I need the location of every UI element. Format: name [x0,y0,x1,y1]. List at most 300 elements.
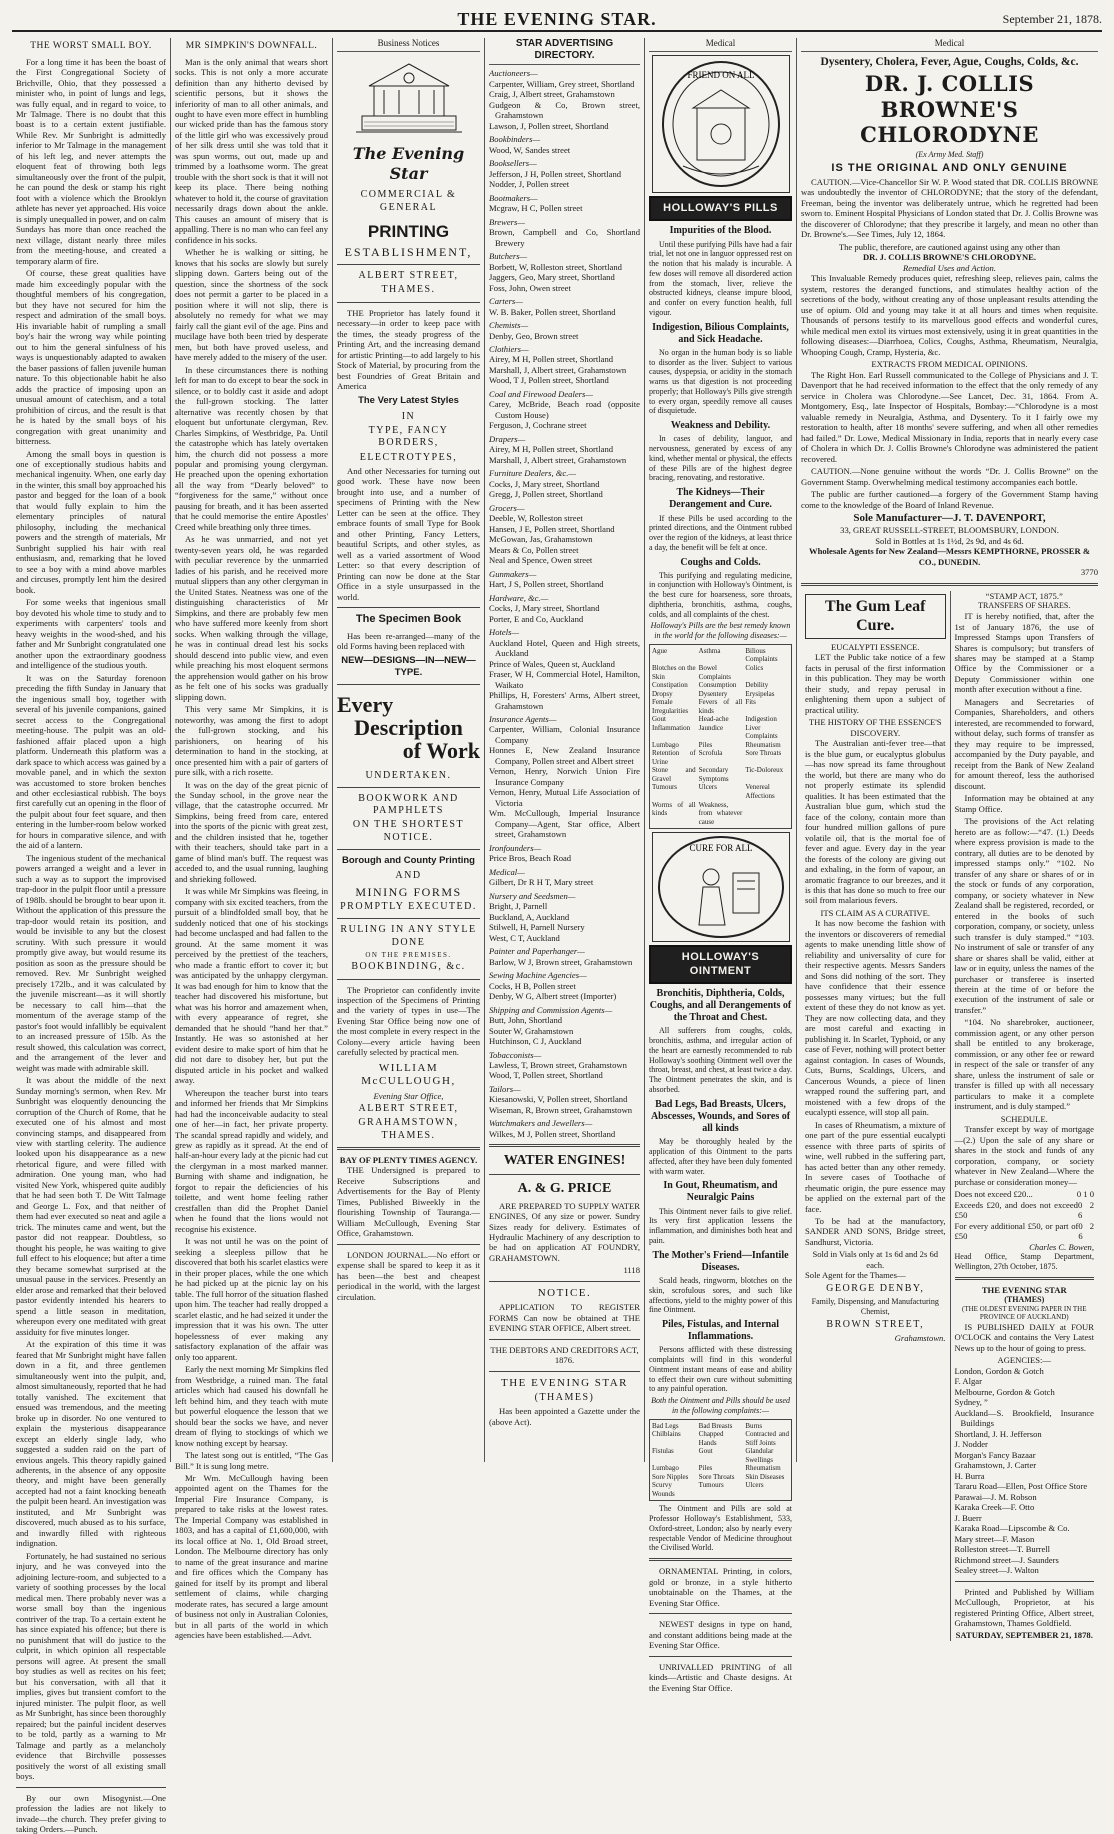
table-cell: Blotches on the Skin [652,664,696,681]
table-cell: Consumption [698,681,737,690]
agency-entry: H. Burra [954,1470,985,1481]
disease-table [649,644,792,829]
med-body: In cases of debility, languor, and nervousness, generated by excess of any kind, whether mental or physical, the effects of these Pills are of the highest degree bracing, renovating, and restorative. [649,434,792,483]
table-cell: Tic-Doloreux [745,766,784,775]
column-medical-holloway [644,38,796,1693]
table-cell: Worms of all kinds [652,800,696,818]
agency-entry: Sealey street—J. Walton [954,1565,1039,1576]
table-cell: Gout [698,1447,713,1456]
paragraph: It was not until he was on the point of seeking a sleepless pillow that he discovered that both his scarlet elastics were in their proper places, while the one which he had picked up at the picnic lay on his table. The full horror of the situation flashed upon him. The teacher had really dropped a scarlet elastic, and he had seized it under the impression that it was his own. The utter hopelessness of ever making any satisfactory explanation of the affair was only too apparent. [175,1236,328,1362]
seal-text: FRIEND ON ALL [687,69,754,80]
column-heading: Medical [801,38,1098,52]
directory-entry: Nodder, J, Pollen street [489,179,570,190]
ad-body: APPLICATION TO REGISTER FORMS Can now be obtained at THE EVENING STAR OFFICE, Albert street. [489,1302,640,1334]
directory-entry: Butt, John, Shortland [489,1015,563,1026]
agency-list [955,1366,1095,1576]
paragraph: Fortunately, he had sustained no serious injury, and he was conveyed into the adjoining lecture-room, and subjected to a variety of soothing processes by the local medical men. There probably never was a worse small boy than the ingenious contriver of the trap. To a certain extent he has since expiated his offence; but there is no punishment that will do justice to the culprit, in which opinion all respectable persons will agree. At present the small boy studies as well as recites on his feet; but his conversation, with all that it implies, gives but transient comfort to the injured minister. The pulpit floor, as well as Mr Sunbright, has since been thoroughly repaired; but the painful incident deserves to be told, partly as a warning to Mr Talmage and partly as a melancholy evidence that Birchville possesses positively the worst of all existing small boys. [16,1550,166,1782]
med-heading: Indigestion, Bilious Complaints, and Sick Headache. [652,321,789,345]
agency-entry: Parawai—J. M. Robson [954,1491,1037,1502]
directory-entry: Price Bros, Beach Road [489,853,572,864]
directory-entry: Marshall, J, Albert street, Grahamstown [489,364,627,375]
directory-category: Chemists— [489,320,529,331]
directory-category: Brewers— [489,216,525,227]
directory-entry: Denby, W G, Albert street (Importer) [489,991,617,1002]
directory-category: Shipping and Commission Agents— [489,1004,613,1015]
schedule-value: 0 1 0 [1076,1189,1094,1200]
directory-category: Gunmakers— [489,568,537,579]
directory-category: Bookbinders— [489,134,541,145]
directory-entry: McGowan, Jas, Grahamstown [489,534,593,545]
directory-entry: Wood, T, Pollen street, Shortland [489,1070,603,1081]
table-cell: Ulcers [745,1481,764,1490]
directory-category: Coal and Firewood Dealers— [489,388,593,399]
table-cell: Rheumatism [745,1464,781,1473]
med-heading: Piles, Fistulas, and Internal Inflammations. [662,1319,779,1343]
ad-body: And other Necessaries for turning out good work. These have now been brought into use, and a number of specimens of Printing with the New Letter can be seen at the office. They embrace founts of small Type for Book and other Printing, Fancy Letters, beautiful Scripts, and other styles, as well as a varied assortment of Wood Letter: so that every description of Printing can now be done at the Star Office in a style unsurpassed in the world. [337,465,480,602]
directory-entry: Borbett, W, Rolleston street, Shortland [489,261,622,272]
masthead-date: September 21, 1878. [1002,11,1102,26]
schedule-label: Does not exceed £20... [954,1189,1033,1200]
directory-entry: Gregg, J, Pollen street, Shortland [489,489,603,500]
column-advertising-directory [484,38,644,1462]
ad-body: It has now become the fashion with the inventors or discoverers of remedial agents to make unending little show of reliability and universality of cure for their respective agents. Messrs Sanders and Sons did nothing of the sort. They have confidence that their essence possesses many virtues; but the full extent of these they do not know as yet. They are now collecting data, and they are most careful and exacting in publishing it. In Scarlet, Typhoid, or any case of Fever, nothing will protect better against contagion. In cases of Wounds, Cuts, Burns, Scaldings, Ulcers, and Cancerous Wounds, a piece of linen wrapped round the suffering part, and moistened with a few drops of the eucalypti essence, will stop all pain. [805,918,946,1118]
ad-subhead: The Specimen Book [355,613,462,626]
table-cell: Erysipelas [745,689,775,698]
directory-entry: Cocks, H B, Pollen street [489,980,576,991]
table-cell: Ulcers [698,783,717,792]
ad-line: MINING FORMS [355,884,462,899]
ad-body: “104. No sharebroker, auctioneer, commission agent, or any other person shall be entitled to any brokerage, commission, or any other fee or reward in respect of the sale or transfer of any share, unless the instrument of sale or transfer is filled up with all necessary particulars to make it a complete instrument, and is duly stamped.” [954,1017,1094,1112]
directory-category: Grocers— [489,502,525,513]
story-body [175,57,328,1641]
agency-entry: Auckland—S. Brookfield, Insurance Buildings [954,1407,1094,1429]
agency-entry: Tararu Road—Ellen, Post Office Store [954,1481,1088,1492]
ad-subhead: Borough and County Printing [342,854,475,866]
med-body: This purifying and regulating medicine, in conjunction with Holloway's Ointment, is the best cure for hoarseness, sore throats, diphtheria, bronchitis, asthma, coughs, colds, and all complaints of the chest. [649,570,792,619]
column-heading: Business Notices [337,38,480,52]
directory-entry: Barlow, W J, Brown street, Grahamstown [489,956,633,967]
ad-line: BOOKWORK AND PAMPHLETS [358,793,459,817]
ad-line: AND [395,870,422,882]
table-cell: Scurvy [652,1481,672,1490]
schedule-row [955,1200,1095,1221]
ad-line: (THAMES) [1004,1295,1045,1305]
ad-line: TYPE, FANCY BORDERS, [368,425,449,449]
ad-body: The public are further cautioned—a forgery of the Government Stamp having come to the knowledge of the Board of Inland Revenue. [801,489,1098,510]
table-cell: Retention of Urine [652,749,696,766]
med-body: Until these purifying Pills have had a fair trial, let not one in languor oppressed rest on the notion that his malady is incurable. A few doses will remove all disordered action from the stomach, liver, relieve the obstructed kidneys, cleanse impure blood, and confer on every function health, full vigour. [649,239,792,317]
ad-body: ARE PREPARED TO SUPPLY WATER ENGINES, Of any size or power. Sundry Sizes ready for delivery. Estimates of Hydraulic Machinery of any description to be had on application AT FOUNDRY, GRAHAMSTOWN. [489,1200,640,1263]
directory-entry: Prince of Wales, Queen st, Auckland [489,658,615,669]
directory-category: Carters— [489,296,523,307]
paragraph: Man is the only animal that wears short socks. This is not only a more accurate definition than any hitherto devised by scientific persons, but it shows the inferiority of man to all other animals, and ought to have even more effect in humbling our wicked pride than has the famous story of the little girl who was excessively proud of her silk dress until she was told that it was spun worms, out out, made up and trimmed by a loathsome worm. The great trouble with the short sock is that it will not keep its place. There being nothing whatever to hold it, the course of gravitation necessarily drags down about the ankle. This causes an amount of misery that is appalling. There is no man who can feel any confidence in his socks. [175,56,328,245]
ad-subhead: EXTRACTS FROM MEDICAL OPINIONS. [871,359,1028,370]
ad-line: DR. J. COLLIS BROWNE'S CHLORODYNE. [862,252,1037,263]
ad-number: 3770 [1080,567,1098,578]
directory-entry: Mears & Co, Pollen street [489,544,579,555]
directory-entry: Stilwell, H, Parnell Nursery [489,922,585,933]
table-cell: Glandular Swellings [745,1447,774,1464]
ad-line: Sold in Bottles at 1s 1½d, 2s 9d, and 4s 6d. [875,535,1024,546]
table-cell: Head-ache [698,715,729,724]
table-cell: Inflammation [652,723,691,732]
directory-category: Nursery and Seedsmen— [489,890,576,901]
directory-entry: Denby, Geo, Brown street [489,330,579,341]
schedule-table [955,1189,1095,1241]
schedule-value: 0 2 6 [1077,1199,1094,1221]
directory-entry: Hansen, J E, Pollen street, Shortland [489,523,615,534]
ad-subhead: NEW—DESIGNS—IN—NEW—TYPE. [341,655,476,679]
directory-category: Insurance Agents— [489,713,557,724]
directory-category: Hardware, &c.— [489,592,549,603]
med-body: Persons afflicted with these distressing complaints will find in this wonderful Ointment instant means of ease and ability to effect their own cure without submitting to any painful operation. [649,1345,792,1394]
schedule-row [955,1189,1095,1199]
table-cell: Indigestion [745,715,777,724]
table-cell: Debility [745,681,769,690]
directory-entry: Wood, W, Sandes street [489,144,571,155]
ad-heading: NOTICE. [537,1286,592,1299]
agency-entry: J. Buerr [954,1512,982,1523]
med-body: Scald heads, ringworm, blotches on the skin, scrofulous sores, and such like affections, yield to the mighty power of this fine Ointment. [649,1276,792,1315]
ad-line: ELECTROTYPES, [359,451,458,463]
ad-line: IN [401,411,416,423]
directory-entry: Cocks, J, Mary street, Shortland [489,478,600,489]
directory-entry: Carpenter, William, Grey street, Shortland [489,78,635,89]
agency-entry: Karaka Creek—F. Otto [954,1502,1035,1513]
schedule-row [955,1221,1095,1242]
ad-body: CAUTION.—Vice-Chancellor Sir W. P. Wood stated that DR. COLLIS BROWNE was undoubtedly the inventor of CHLORODYNE; that the story of the defendant, Freeman, being the inventor was deliberately untrue, which he regretted had been sworn to. Eminent Hospital Physicians of London stated that Dr. J. Collis Browne was the discoverer of Chlorodyne; that they prescribe it largely, and mean no other than Dr. Browne's.—See Times, July 12, 1864. [801,176,1098,240]
directory-category: Clothiers— [489,344,529,354]
paragraph: At the expiration of this time it was feared that Mr Sunbright might have fallen down in a fit, and three gentlemen simultaneously went into the pulpit, and, almost simultaneously, reported that he had totally vanished. The excitement that ensued was tremendous, and the meeting broke up in disorder. No one ventured to explain the mysterious disappearance except an elderly single lady, who suggested a sudden raid on the part of envious angels. This theory rapidly gained adherents, in the absence of any opposite theory, and might have been generally accepted had not a faint knocking beneath the pulpit been heard. An investigation was instituted, and Mr Sunbright was discovered, much abused as to his surface, and inwardly filled with righteous indignation. [16,1339,166,1549]
ad-signature-line: GRAHAMSTOWN, THAMES. [358,1117,459,1141]
ad-body: LET the Public take notice of a few facts in perusal of the first information in this publication. They may be worth their study, and repay perusal in enlightening them upon a subject of practical utility. [805,652,946,715]
ad-line: Head Office, Stamp Department, Wellington, 27th October, 1875. [954,1252,1094,1271]
table-cell: Stone and Gravel [652,766,696,783]
table-cell: Scrofula [698,749,723,758]
paragraph: Whereupon the teacher burst into tears and informed her friends that Mr Simpkins had had the inconceivable audacity to steal one of her—in fact, her private property. The scandal spread rapidly and widely, and grew as rapidly as it spread. At the end of half-an-hour every lady at the picnic had cut the clergyman in a most marked manner. Burning with shame and indignation, he forgot to repair the deficiencies of his toilette, and went home feeling rather crestfallen than did the Prophet Daniel when he found that the lions would not recognise his existence. [175,1087,328,1234]
columns [12,38,1102,1834]
column-worst-small-boy [12,38,170,1834]
table-cell: Dropsy [652,689,673,698]
med-body: No organ in the human body is so liable to disorder as the liver. Subject to various causes, dyspepsia, or acidity in the stomach warns us that digestion is not proceeding properly; that Holloway's Pills give strength to every organ, speedily remove all causes of disquietude. [649,347,792,416]
ad-subhead: EUCALYPTI ESSENCE. [831,641,920,652]
ad-line: ON THE PREMISES. [365,950,452,959]
ad-body: Transfer except by way of mortgage—(2.) Upon the sale of any share or shares in the stock and funds of any corporation, company, or society whatever in New Zealand—Where the purchase or consideration money— [954,1124,1094,1187]
directory-entry: Porter, E and Co, Auckland [489,613,584,624]
ad-heading: WATER ENGINES! [503,1153,626,1169]
table-cell: Female Irregularities [652,698,689,715]
agency-entry: Sydney, ” [954,1397,988,1408]
directory-entry: Wm. McCullough, Imperial Insurance Company—Agent, Star office, Albert street, Grahamstown [489,808,640,840]
directory-entry: Lawson, J, Pollen street, Shortland [489,120,609,131]
directory-entry: Buckland, A, Auckland [489,911,570,922]
agency-entry: Melbourne, Gordon & Gotch [954,1386,1055,1397]
ad-subhead: ITS CLAIM AS A CURATIVE. [820,907,931,918]
table-cell: Fits [745,698,756,707]
ad-body: The Proprietor can confidently invite inspection of the Specimens of Printing and the variety of types in use—The Evening Star Office being now one of the most complete in every respect in the Colony—every article having been carefully selected by practical men. [337,984,480,1058]
holloway-seal-icon [652,55,790,193]
ad-body: UNRIVALLED PRINTING of all kinds—Artistic and Chaste designs. At the Evening Star Office. [649,1661,792,1693]
directory-category: Drapers— [489,433,526,444]
ad-line: Sold in Vials only at 1s 6d and 2s 6d each. [812,1249,939,1270]
ad-heading: IS THE ORIGINAL AND ONLY GENUINE [831,161,1068,174]
table-cell: Bad Legs [652,1421,679,1430]
table-cell: Bad Breasts [698,1421,733,1430]
directory-category: Tobacconists— [489,1049,542,1060]
directory-entry: Honnes E, New Zealand Insurance Company, Pollen street and Albert street [489,745,640,766]
story-heading: THE WORST SMALL BOY. [30,41,152,51]
med-heading: Weakness and Debility. [670,420,771,432]
ad-subhead: The Very Latest Styles [358,395,459,407]
directory-entry: Lawless, T, Brown street, Grahamstown [489,1060,627,1070]
ad-signature: Charles C. Bowen, [1029,1241,1094,1252]
directory-entry: Wiseman, R, Brown street, Grahamstown [489,1104,633,1115]
directory-category: Tailors— [489,1083,521,1094]
ad-subhead: AGENCIES:— [997,1355,1051,1366]
med-heading: In Gout, Rheumatism, and Neuralgic Pains [663,1180,778,1204]
table-cell: Skin Diseases [745,1472,785,1481]
directory-category: Bootmakers— [489,192,538,203]
table-cell: Jaundice [698,723,724,732]
paragraph: In these circumstances there is nothing left for man to do except to bear the sock in silence, or to boldly cast it aside and adopt the full-grown stocking. The latter alternative was recently chosen by that eloquent but unfortunate clergyman, Rev. Charles Simpkins, of Westbridge, Pa. Until the catastrophe which has lately overtaken him, the church did not possess a more popular and promising young clergyman. He preached upon the opening exhortation all the way from “Dearly beloved” to “forgiveness for the same,” without once pausing for breath, and it has been asserted that he could memorise the entire Apostles' Creed while breathing only three times. [175,364,328,532]
ad-line: ESTABLISHMENT, [344,244,473,259]
ad-body: LONDON JOURNAL.—No effort or expense shall be spared to keep it as it has been—the best and cheapest periodical in the world, with the largest circulation. [337,1249,480,1302]
directory-entry: Wilkes, M J, Pollen street, Shortland [489,1128,616,1139]
ad-body: The provisions of the Act relating hereto are as follow:—“47. (1.) Deeds where express provision is made to the contrary, all duties are to be denoted by impressed stamps only.” “102. No transfer of any share or shares of or in the stock or funds of any corporation, company, or society whatever in New Zealand shall be registered, recorded, or entered in the books of such corporation, company, or society, unless such transfer is duly stamped.” “103. No instrument of sale or transfer of any share or shares shall be valid, either at law or in equity, unless the names of the purchaser or transferee is inserted therein at the time of or before the execution of the instrument of sale or transfer.” [954,816,1094,1015]
imprint-date: SATURDAY, SEPTEMBER 21, 1878. [955,1630,1093,1641]
paragraph: Early the next morning Mr Simpkins fled from Westbridge, a ruined man. The fatal articles which had caused his downfall he left behind him, and they teach with mute but powerful eloquence the lesson that we should bear the socks we have, and never dream of flying to stockings of which we know nothing except by hearsay. [175,1364,328,1448]
both-table-caption: Both the Ointment and Pills should be used in the following complaints:— [651,1396,790,1415]
ad-line: UNDERTAKEN. [365,769,452,781]
every-line: Description [354,714,463,740]
directory-entry: Neal and Spence, Owen street [489,555,593,566]
table-cell: Secondary Symptoms [698,766,729,783]
agency-entry: Shortland, J. H. Jefferson [954,1428,1042,1439]
chlorodyne-title: DR. J. COLLIS BROWNE'S CHLORODYNE [860,70,1039,148]
directory-entry: Jaggers, Geo, Mary street, Shortland [489,272,615,283]
agency-entry: Mary street—F. Mason [954,1533,1035,1544]
table-cell: Sore Nipples [652,1472,689,1481]
table-cell: Colics [745,664,764,672]
ad-heading: THE EVENING STAR [501,1376,628,1389]
table-cell: Gout [652,715,666,724]
ad-signature: WILLIAM McCULLOUGH, [361,1061,456,1088]
ad-body: The Right Hon. Earl Russell communicated to the College of Physicians and J. T. Davenport that he had received information to the effect that the only remedy of any service in Cholera was Chlorodyne.—See Lancet, Dec. 31, 1864. From A. Montgomery, Esq., late Inspector of Hospitals, Bombay:—“Chlorodyne is a most valuable remedy in Neuralgia, Asthma, and Dysentery. To it I fairly owe my restoration to health, after 18 months' severe suffering, and when all other remedies had failed.” Dr. Lowe, Medical Missionary in India, reports that in nearly every case of Cholera in which Dr. J. Collis Browne's Chlorodyne was administered the patient recovered. [801,369,1098,464]
ad-line: 33, GREAT RUSSELL-STREET, BLOOMSBURY, LONDON. [840,525,1059,536]
table-cell: Constipation [652,681,688,690]
ad-body: Has been appointed a Gazette under the (above Act). [489,1406,640,1427]
ad-body: ORNAMENTAL Printing, in colors, gold or bronze, in a style hitherto unobtainable on the Thames, at the Evening Star Office. [649,1566,792,1608]
ad-body: The Australian anti-fever tree—that is the blue gum, or eucalyptus globulus—has now spread its fame throughout the world, but there are many who do not properly estimate its splendid qualities. It has been estimated that the Australian blue gum, which stud the face of the colony, contain more than four hundred million gallons of pure volatile oil, that is the mortal foe of fever and ague. Every day in the year the forests of the colony are giving out and exhaling, in the form of vapour, an aromatic fragrance to our breezes, and it is this that has done so much to free our soil from malarious fevers. [805,738,946,906]
agency-entry: Karaka Road—Lipscombe & Co. [954,1523,1070,1534]
directory-entry: Ferguson, J, Cochrane street [489,420,587,431]
ad-body: THE Proprietor has lately found it necessary—in order to keep pace with the times, the steady progress of the Printing Art, and the increasing demand for artistic Printing—to add largely to his Stock of Material, by procuring from the best Foundries of Great Britain and America [337,307,480,391]
paragraph: It was about the middle of the next Sunday morning's sermon, when Rev. Mr Sunbright was eloquently denouncing the corruption of the Church of Rome, that he executed one of his almost and most convincing stamps, and disappeared from view with startling celerity. The audience looked upon his disappearance as a new rhetorical figure, and were filled with admiration. One young man, who had visited New York, whispered quite audibly that he had seen both T. De Witt Talmage and George L. Fox, and that neither of them had ever executed so neat and agile a trick. The minutes came and went, but the pastor did not reappear. Doubtless, so thought his people, he was waiting to give full effect to his eloquence; but after a time they became somewhat surprised at the unusual pause in the services. Presently an elder arose and remarked that their beloved pastor evidently intended his hearers to spend a little season in meditation, whereupon every one meditated with great assiduity for five minutes longer. [16,1075,166,1337]
table-cell: Rheumatism [745,740,781,749]
agency-entry: Morgan's Fancy Bazaar [954,1449,1036,1460]
med-heading: Coughs and Colds. [680,556,761,568]
ad-town: THAMES. [381,284,436,296]
ad-line: (THAMES) [534,1392,595,1404]
table-cell: Piles [698,1464,713,1473]
directory-entry: West, C T, Auckland [489,932,560,943]
med-body: All sufferers from coughs, colds, bronchitis, asthma, and irregular action of the heart are earnestly recommended to rub Holloway's soothing Ointment well over the throat, breast, and chest, at least twice a day. The Ointment penetrates the skin, and is absorbed. [649,1026,792,1094]
ad-line: PROMPTLY EXECUTED. [340,901,477,913]
column-simpkins-downfall [170,38,332,1641]
directory-entry: Auckland Hotel, Queen and High streets, Auckland [489,637,640,659]
ad-line: GEORGE DENBY, [826,1282,925,1294]
directory-entry: Gilbert, Dr R H T, Mary street [489,877,594,888]
seal-text: CURE FOR ALL [688,843,753,854]
directory-entry: Vernon, Henry, Mutual Life Association of Victoria [489,787,640,808]
ad-firm: A. & G. PRICE [517,1181,612,1197]
directory-category: Booksellers— [489,158,537,169]
table-cell: Piles [698,740,713,749]
ad-signature-line: ALBERT STREET, [358,1103,459,1115]
directory-entry: Marshall, J, Albert street, Grahamstown [489,454,627,465]
paragraph: It was while Mr Simpkins was fleeing, in company with six excited teachers, from the pursuit of a blindfolded small boy, that he suddenly noticed that one of his stockings had become unclasped and had fallen to the ground. At the same moment it was perceived by the prettiest of the teachers, who made a frantic effort to cover it; but was anticipated by the unhappy clergyman. It was bad enough for him to know that the teacher had discovered his misfortune, but what was his horror and amazement when, with every appearance of regret, she demanded that he should “hand her that.” Instantly. He was so astonished at her evident desire to make sport of him that he did not dare to disobey her, but put the disputed article in his pocket and walked away. [175,886,328,1086]
directory-entry: W. B. Baker, Pollen street, Shortland [489,306,616,317]
directory-title: STAR ADVERTISING DIRECTORY. [489,38,640,65]
house-engraving-icon [354,56,464,136]
ad-body: NEWEST designs in type on hand, and constant additions being made at the Evening Star Office. [649,1619,792,1651]
paragraph: As he was unmarried, and not yet twenty-seven years old, he was regarded with peculiar reverence by the unmarried ladies of his parish, and he received more mutual slippers than any other clergyman in the United States. Neatness was one of the distinguishing characteristics of Mr Simpkins, and there are probably few men who have suffered more keenly from short socks. When walking through the village, he was in continual dread lest his socks should descend into public view, and even while preaching his most eloquent sermons the apprehension would gather on his brow as he felt one of his socks was gradually slipping down. [175,534,328,702]
agency-entry: Richmond street—J. Saunders [954,1554,1059,1565]
paragraph: For a long time it has been the boast of the First Congregational Society of Brichville, Ohio, that they possessed a minister who, in point of lungs and legs, was fully equal, and in regard to voice, to Mr Talmage. There is no doubt that this boast is to a certain extent justifiable. While Rev. Mr Sunbright is admittedly inferior to Mr Talmage in the management of his left leg, and never attempts the eloquent feat of throwing both legs simultaneously over the front of the pulpit, he can pound the desk or stamp his right foot with a violence which the Brooklyn athlete has never yet approached. His voice is simply unequalled in power, and on calm Sundays has more than once reached the next village, distant nearly three miles from the meeting-house, and created a temporary alarm of fire. [16,56,166,266]
ad-line: BOOKBINDING, &c. [351,961,466,973]
ad-body: IT is hereby notified, that, after the 1st of January 1876, the use of Impressed Stamps upon Transfers of Shares is compulsory; but transfers of shares may be stamped at a Stamp Office by the Commissioner or a Deputy Commissioner within one month after execution without a fine. [954,611,1094,695]
two-subcolumns [801,591,1098,1641]
ad-body: CAUTION.—None genuine without the words “Dr. J. Collis Browne” on the Government Stamp. Overwhelming medical testimony accompanies each bottle. [801,466,1098,487]
directory-entry: Wood, T J, Pollen street, Shortland [489,375,609,386]
directory-entry: Jefferson, J H, Pollen street, Shortland [489,168,622,179]
directory-list [489,68,640,1139]
newspaper-page [12,8,1102,1834]
table-cell: Asthma [698,646,721,655]
ad-line: ON THE SHORTEST NOTICE. [352,819,465,843]
ad-body: This Invaluable Remedy produces quiet, refreshing sleep, relieves pain, calms the system, restores the deranged functions, and stimulates healthy action of the secretions of the body, without creating any of those unpleasant results attending the use of opium. Old and young may take it at all hours and times when requisite. Thousands of persons testify to its marvellous good effects and wonderful cures, while medical men extol its virtues most extensively, using it in great quantities in the following diseases:—Diarrhoea, Colics, Coughs, Asthma, Rheumatism, Neuralgia, Whooping Cough, Cramp, Hysteria, &c. [801,273,1098,357]
agency-entry: Rolleston street—T. Burrell [954,1544,1051,1555]
med-body: This Ointment never fails to give relief. Its very first application lessens the inflammation, and diminishes both heat and pain. [649,1206,792,1245]
every-description [337,693,480,762]
table-cell: Wounds [652,1489,675,1498]
ad-body: Managers and Secretaries of Companies, Shareholders, and others interested, are recommended to forward, without delay, such forms of transfer as they may require to be impressed, accompanied by the Duty payable, and receipt from the Bank of New Zealand for amount thereof, less the authorised discount. [954,696,1094,791]
paragraph: It was on the Saturday forenoon preceding the fifth Sunday in January that the ingenious small boy, together with several of his juvenile companions, gained secret access to the Congregational meeting-house. The pulpit was an old-fashioned affair placed upon a high platform. Underneath this platform was a dark space to which access was gained by a movable panel, and in which the sexton was accustomed to store broken benches and other ecclesiastical rubbish. The boys first carefully cut an opening in the floor of the pulpit about four feet square, and then entering in the lumber-room below worked for hours in comparative silence, and with the aid of a lantern. [16,672,166,851]
directory-entry: Airey, M H, Pollen street, Shortland [489,444,614,455]
table-cell: Burns [745,1421,763,1430]
ad-line: The public, therefore, are cautioned against using any other than [838,241,1061,252]
every-line: of Work [402,737,480,763]
pills-banner: HOLLOWAY'S PILLS [649,196,792,221]
med-heading: Impurities of the Blood. [669,225,772,237]
ad-subhead: SCHEDULE. [1000,1113,1048,1124]
ad-body: Has been re-arranged—many of the old Forms having been replaced with [337,630,480,651]
gum-leaf-title: The Gum Leaf Cure. [805,594,946,639]
stamp-act-column [950,591,1099,1641]
med-heading: Bronchitis, Diphtheria, Colds, Coughs, and all Derangements of the Throat and Chest. [649,987,792,1024]
column-heading: Medical [649,38,792,52]
paragraph: Of course, these great qualities have made him exceedingly popular with the thoughtful members of his congregation, but they have not secured for him the respect and admiration of the small boys. His invariable habit of rumpling a small boy's hair the wrong way while pointing out to him the general sinfulness of his ways is unquestionably adapted to awaken the baser passions of fallen juvenile human nature. To this objectionable habit he also adds the practice of imposing upon an unusual amount of catechism, and a total prohibition of circus, and the result is that he is hated by the small boys of his congregation with great unanimity and bitterness. [16,268,166,447]
directory-entry: Fraser, W H, Commercial Hotel, Hamilton, Waikato [489,669,640,690]
directory-category: Watchmakers and Jewellers— [489,1118,593,1129]
paper-name: The Evening Star [352,144,465,183]
med-body: The Ointment and Pills are sold at Professor Holloway's Establishment, 533, Oxford-street, London; also by nearly every respectable Vendor of Medicine throughout the Civilised World. [649,1504,792,1553]
directory-entry: Kiesanowski, V, Pollen street, Shortland [489,1094,628,1105]
paragraph: The ingenious student of the mechanical powers arranged a weight and a lever in such a way as to support the improvised trap-door in the pulpit floor until a pressure of 198lb. should be brought to bear upon it. Without the application of this pressure the trap-door would retain its position, and would be invisible to any but the closest scrutiny. With such pressure it would promptly give away, but would resume its position as soon as the pressure should be removed. Rev. Mr Sunbright weighed precisely 172lb., and it was calculated by the juvenile miscreant—as it will shortly be necessary to call him—that the momentum of the average stamp of the pastor's foot would infallibly be equivalent to an increased pressure of 15lb. As the result showed, this calculation was correct, and the arrangement of the lever and weight was made with admirable skill. [16,852,166,1073]
directory-category: Medical— [489,866,525,877]
ad-line: Family, Dispensing, and Manufacturing Chemist, [811,1297,939,1316]
med-heading: The Mother's Friend—Infantile Diseases. [652,1249,789,1273]
paragraph: It was on the day of the great picnic of the Sunday school, in the grove near the village, that the catastrophe occurred. Mr Simpkins, being freed from care, entered into the sports of the picnic with great zest, and the children insisted that he, together with their teachers, should take part in a game of blind man's buff. The request was acceded to, and the usual running, laughing and shrieking followed. [175,779,328,884]
directory-entry: Vernon, Henry, Norwich Union Fire Insurance Company [489,766,640,787]
directory-entry: Craig, J, Albert street, Grahamstown [489,89,615,100]
both-table [649,1419,792,1502]
ad-heading: “STAMP ACT, 1875.” [985,590,1063,601]
table-cell: Lumbago [652,1464,679,1473]
directory-entry: Phillips, H, Foresters' Arms, Albert street, Grahamstown [489,690,640,711]
ad-heading: BAY OF PLENTY TIMES AGENCY. [339,1154,478,1165]
directory-category: Sewing Machine Agencies— [489,970,587,981]
ad-line: Sole Agent for the Thames— [805,1270,906,1281]
paragraph: Whether he is walking or sitting, he knows that his socks are slowly but surely slipping down. Garters being out of the question, since the shortness of the sock does not permit a garter to be placed in a position where it will not slip, there is absolutely no remedy for what we may fairly call the giant evil of the age. Pins and mucilage have both been tried by desperate men, but both have proved useless, and have merely added to the misery of the user. [175,247,328,363]
directory-entry: Bright, J, Parnell [489,901,548,912]
ad-line: (THE OLDEST EVENING PAPER IN THE PROVINCE OF AUCKLAND) [961,1304,1087,1322]
schedule-label: For every additional £50, or part of £50 [954,1220,1079,1242]
table-cell: Liver Complaints [745,723,778,741]
ad-line: COMMERCIAL & GENERAL [360,189,457,213]
table-cell: Ague [652,646,668,655]
agency-entry: Grahamstown, J. Carter [954,1460,1037,1471]
paragraph: The latest song out is entitled, “The Gas Bill.” It is sung long metre. [175,1450,328,1471]
table-cell: Chilblains [652,1430,681,1439]
table-cell: Fevers of all kinds [698,698,743,715]
directory-entry: Gudgeon & Co, Brown street, Grahamstown [489,99,640,121]
ad-heading: THE EVENING STAR [981,1284,1067,1295]
column-business-notices [332,38,484,1462]
every-line: Every [337,691,394,717]
ad-address: ALBERT STREET, [358,270,459,282]
ad-body: THE Undersigned is prepared to Receive Subscriptions and Advertisements for the Bay of Plenty Times, Published Biweekly in the flourishing Township of Tauranga.—William McCullough, Evening Star Office, Grahamstown. [337,1165,480,1239]
story-body [16,57,166,1782]
ad-line: Wholesale Agents for New Zealand—Messrs KEMPTHORNE, PROSSER & CO., DUNEDIN. [808,546,1091,567]
table-cell: Bowel Complaints [698,664,731,681]
ad-subhead: Remedial Uses and Action. [903,262,996,273]
schedule-value: 0 2 6 [1078,1220,1094,1242]
table-cell: Sore Throats [698,1472,735,1481]
table-cell: Fistulas [652,1447,674,1456]
table-cell: Contracted and Stiff Joints [745,1430,789,1447]
med-body: If these Pills be used according to the printed directions, and the Ointment rubbed over the region of the kidneys, at least thrice a day, the benefit will be felt at once. [649,513,792,552]
ad-line: (Ex Army Med. Staff) [915,149,984,159]
directory-category: Auctioneers— [489,68,538,79]
med-heading: Bad Legs, Bad Breasts, Ulcers, Abscesses, Wounds, and Sores of all kinds [650,1098,791,1135]
agency-entry: J. Nodder [954,1439,988,1450]
directory-entry: Carpenter, William, Colonial Insurance Company [489,724,640,745]
directory-category: Ironfounders— [489,842,542,853]
directory-entry: Mcgraw, H C, Pollen street [489,203,583,214]
directory-entry: Brown, Campbell and Co, Shortland Brewery [489,227,640,248]
med-heading: The Kidneys—Their Derangement and Cure. [669,487,772,511]
directory-entry: Airey, M H, Pollen street, Shortland [489,354,614,365]
ad-line: RULING IN ANY STYLE DONE [340,924,477,948]
table-cell: Chapped Hands [698,1430,724,1447]
newspaper-title: THE EVENING STAR. [457,8,657,29]
ad-body: IS PUBLISHED DAILY at FOUR O'CLOCK and contains the Very Latest News up to the hour of going to press. [954,1321,1094,1353]
directory-category: Butchers— [489,251,528,262]
ad-heading: Dysentery, Cholera, Fever, Ague, Coughs, Colds, &c. [820,55,1079,68]
directory-category: Painter and Paperhanger— [489,946,585,957]
table-cell: Dysentery [698,689,728,698]
